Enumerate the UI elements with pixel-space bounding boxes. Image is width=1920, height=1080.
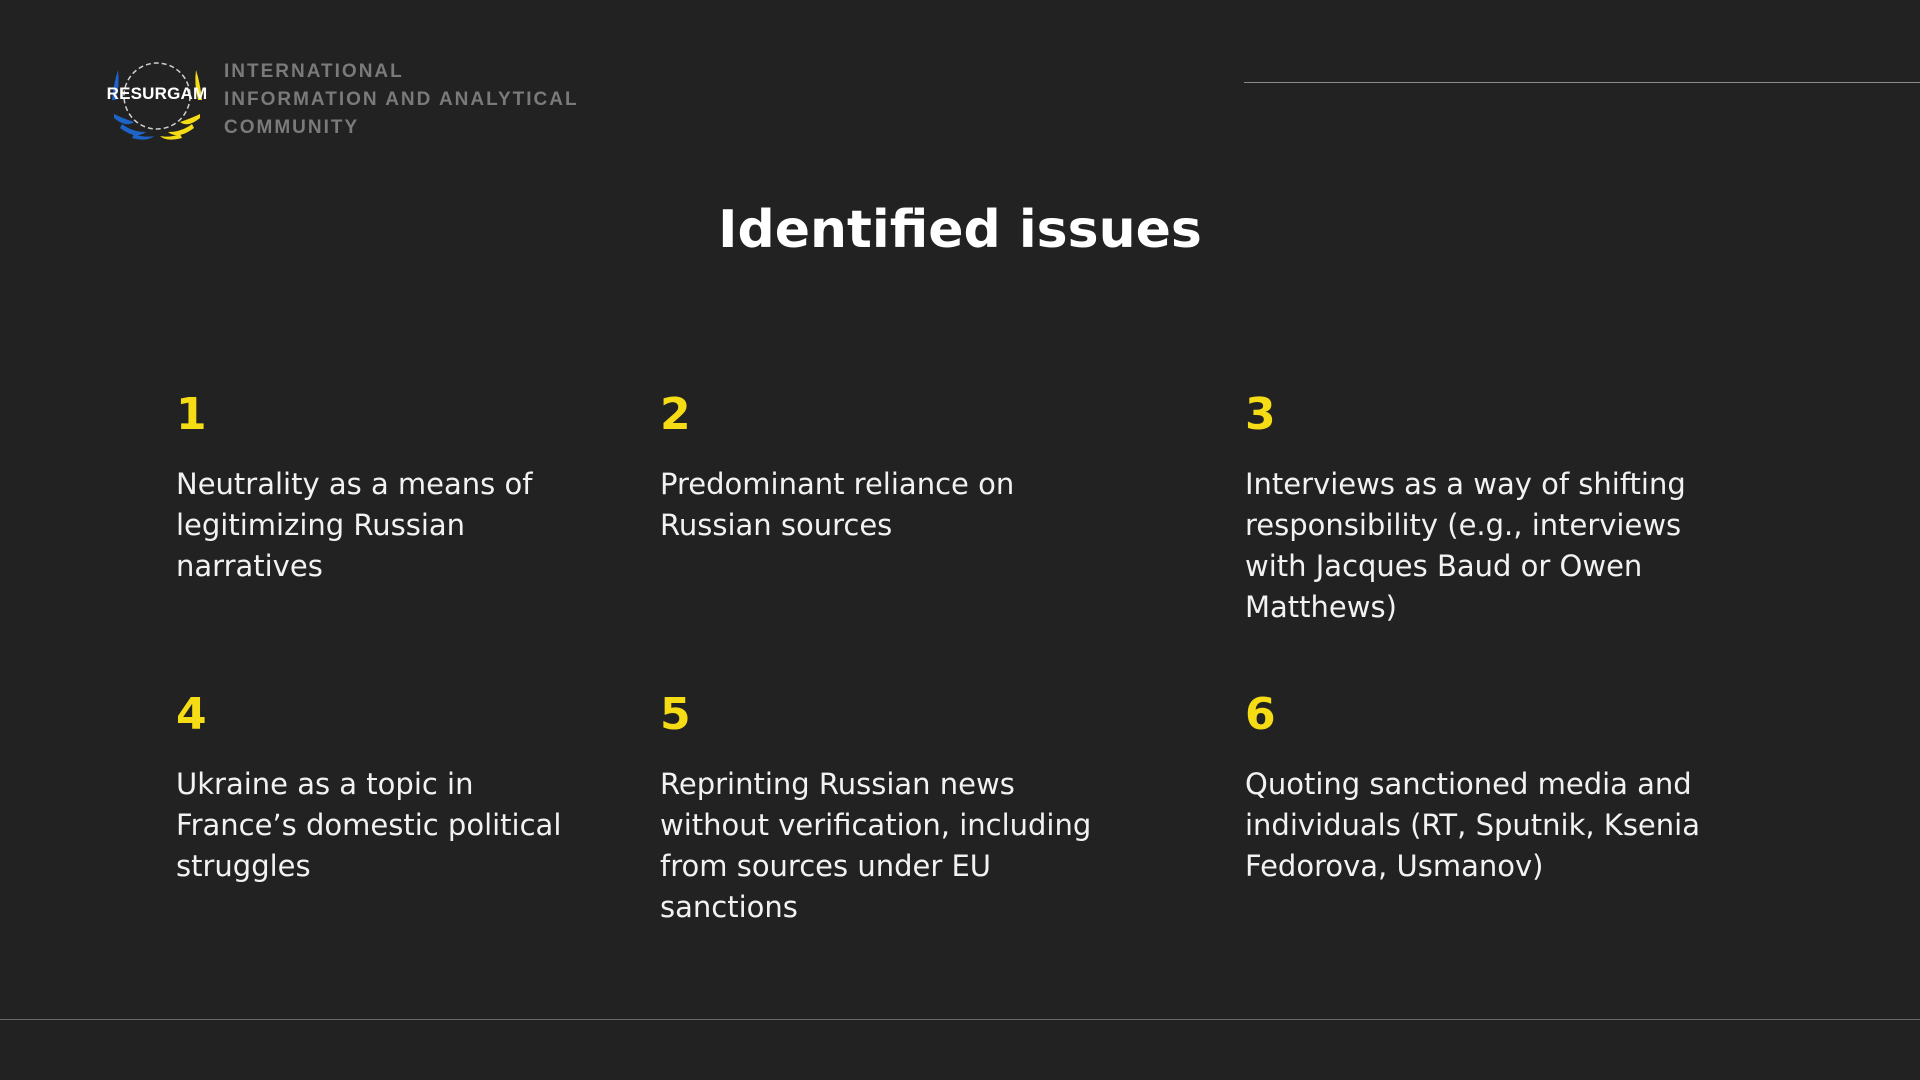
issue-text: Reprinting Russian news without verification, including from sources under EU sanctions [660, 767, 1092, 924]
issue-number: 3 [1245, 389, 1276, 440]
issue-text: Interviews as a way of shifting responsibility (e.g., interviews with Jacques Baud or Owen Matthews) [1245, 467, 1686, 624]
issue-number: 1 [176, 389, 207, 440]
issue-number: 4 [176, 689, 207, 740]
org-name-line-3: COMMUNITY [224, 117, 360, 138]
issue-number: 6 [1245, 689, 1276, 740]
logo-wordmark: RESURGAM [106, 84, 208, 103]
issue-item-4 [176, 690, 596, 887]
issue-item-6 [1245, 690, 1765, 887]
issue-number: 2 [660, 389, 691, 440]
issue-text: Quoting sanctioned media and individuals (RT, Sputnik, Ksenia Fedorova, Usmanov) [1245, 767, 1700, 883]
org-name-line-2: INFORMATION AND ANALYTICAL [224, 89, 579, 110]
issue-text: Ukraine as a topic in France’s domestic political struggles [176, 767, 562, 883]
footer-divider [0, 1019, 1920, 1020]
issue-item-2 [660, 390, 1100, 546]
issue-text: Neutrality as a means of legitimizing Russian narratives [176, 467, 533, 583]
page-title: Identified issues [718, 200, 1202, 260]
issue-item-1 [176, 390, 616, 587]
issue-number: 5 [660, 689, 691, 740]
org-name-line-1: INTERNATIONAL [224, 61, 404, 82]
organization-name [224, 58, 579, 142]
issue-text: Predominant reliance on Russian sources [660, 467, 1015, 542]
resurgam-logo [104, 52, 210, 142]
issue-item-5 [660, 690, 1130, 928]
issue-item-3 [1245, 390, 1735, 628]
header-divider [1244, 82, 1920, 83]
